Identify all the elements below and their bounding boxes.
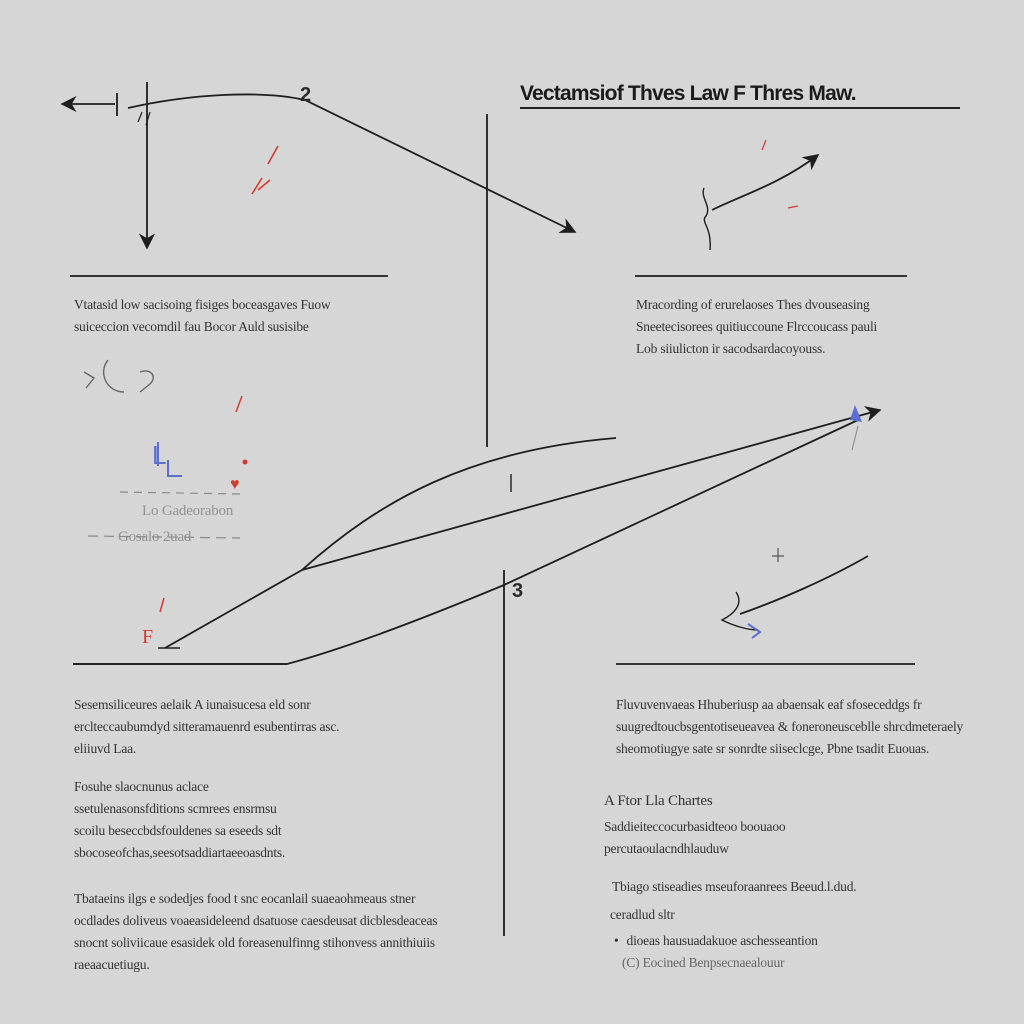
- text-line: Fluvuvenvaeas Hhuberiusp aa abaensak eaf sfoseceddgs fr: [616, 697, 922, 712]
- blue-arrow-tip: [850, 405, 862, 422]
- text-line: Tbataeins ilgs e sodedjes food t snc eocanlail suaeaohmeaus stner: [74, 891, 416, 906]
- panel-bottom-left-text-1: [74, 694, 339, 760]
- resultant-vector: [302, 410, 880, 570]
- text-line: Mracording of erurelaoses Thes dvouseasing: [636, 297, 870, 312]
- text-line: Sneetecisorees quitiuccoune Flrccoucass pauli: [636, 319, 878, 334]
- bottom-right-bullet-list: [614, 930, 818, 974]
- tiny-star-mark: [772, 548, 784, 562]
- blue-mark-lower-right: [748, 624, 760, 638]
- curved-force-vector: [128, 94, 575, 232]
- text-line: ocdlades doliveus voaeasideleend dsatuose caesdeusat dicblesdeaceas: [74, 913, 438, 928]
- lower-right-vector: [722, 556, 868, 630]
- text-line: suiceccion vecomdil fau Bocor Auld susisibe: [74, 319, 309, 334]
- red-mark-near-F: [160, 598, 164, 612]
- faint-sketch-top-left: [84, 360, 153, 392]
- smudge-line: Lo Gadeorabon: [142, 503, 234, 519]
- panel-bottom-right-text-2: [604, 816, 785, 860]
- red-slash-marks: [252, 146, 278, 194]
- blue-L-label: L: [152, 440, 167, 470]
- text-line: snocnt soliviicaue esasidek old foreasenulfinng stihonvess annithiuiis: [74, 935, 435, 950]
- bottom-right-subheading: ceradlud sltr: [610, 907, 675, 922]
- base-curve: [73, 585, 504, 664]
- text-line: percutaoulacndhlauduw: [604, 841, 729, 856]
- panel-top-right-text: [636, 294, 877, 360]
- text-line: Saddieiteccocurbasidteoo boouaoo: [604, 819, 786, 834]
- upper-arc: [302, 438, 616, 570]
- top-mark-label: 2: [300, 84, 312, 106]
- text-line: suugredtoucbsgentotiseueavea & foneroneusceblle shrcdmeteraely: [616, 719, 964, 734]
- red-dot: [243, 460, 248, 465]
- panel-bottom-right-text-3: [612, 876, 856, 898]
- text-line: scoilu beseccbdsfouldenes sa eseeds sdt: [74, 823, 282, 838]
- diagonal-vector-a: [165, 570, 302, 648]
- bottom-right-heading: A Ftor Lla Chartes: [604, 793, 713, 809]
- force-F-label: F: [142, 626, 154, 648]
- text-line: Tbiago stiseadies mseuforaanrees Beeud.l.dud.: [612, 879, 857, 894]
- text-line: erclteccaubumdyd sitteramauenrd esubentirras asc.: [74, 719, 340, 734]
- red-heart-label: ♥: [230, 476, 240, 493]
- center-mark-label: 3: [512, 580, 524, 602]
- panel-bottom-right-text-1: [616, 694, 963, 760]
- text-line: ssetulenasonsfditions scmrees ensrmsu: [74, 801, 277, 816]
- top-right-vector: [703, 155, 818, 250]
- smudge-line: Gosalo 2uad: [118, 529, 192, 545]
- panel-bottom-left-text-2: [74, 776, 285, 864]
- faint-squiggle-right-top: [852, 426, 858, 450]
- panel-top-left-text: [74, 294, 330, 338]
- text-line: eliiuvd Laa.: [74, 741, 137, 756]
- text-line: sheomotiugye sate sr sonrdte siiseclcge, Pbne tsadit Euouas.: [616, 741, 930, 756]
- text-line: Vtatasid low sacisoing fisiges boceasgaves Fuow: [74, 297, 331, 312]
- bullet-item: (C) Eocined Benpsecnaealouur: [622, 955, 785, 970]
- panel-bottom-left-text-3: [74, 888, 437, 976]
- red-tick-mid-left: [236, 396, 242, 412]
- tiny-red-tick-top-right: [762, 140, 798, 208]
- text-line: Fosuhe slaocnunus aclace: [74, 779, 209, 794]
- diagram-title: Vectamsiof Thves Law F Thres Maw.: [520, 82, 960, 109]
- text-line: raeaacuetiugu.: [74, 957, 150, 972]
- faint-dash-line-1: [120, 492, 240, 494]
- text-line: sbocoseofchas,seesotsaddiartaeeoasdnts.: [74, 845, 286, 860]
- bullet-item: • dioeas hausuadakuoe aschesseantion: [614, 930, 818, 952]
- small-glyph: [138, 112, 150, 125]
- text-line: Lob siiulicton ir sacodsardacoyouss.: [636, 341, 826, 356]
- text-line: Sesemsiliceures aelaik A iunaisucesa eld sonr: [74, 697, 311, 712]
- panel-mid-left-smudge: [118, 498, 233, 550]
- top-left-vector-group: [62, 82, 575, 248]
